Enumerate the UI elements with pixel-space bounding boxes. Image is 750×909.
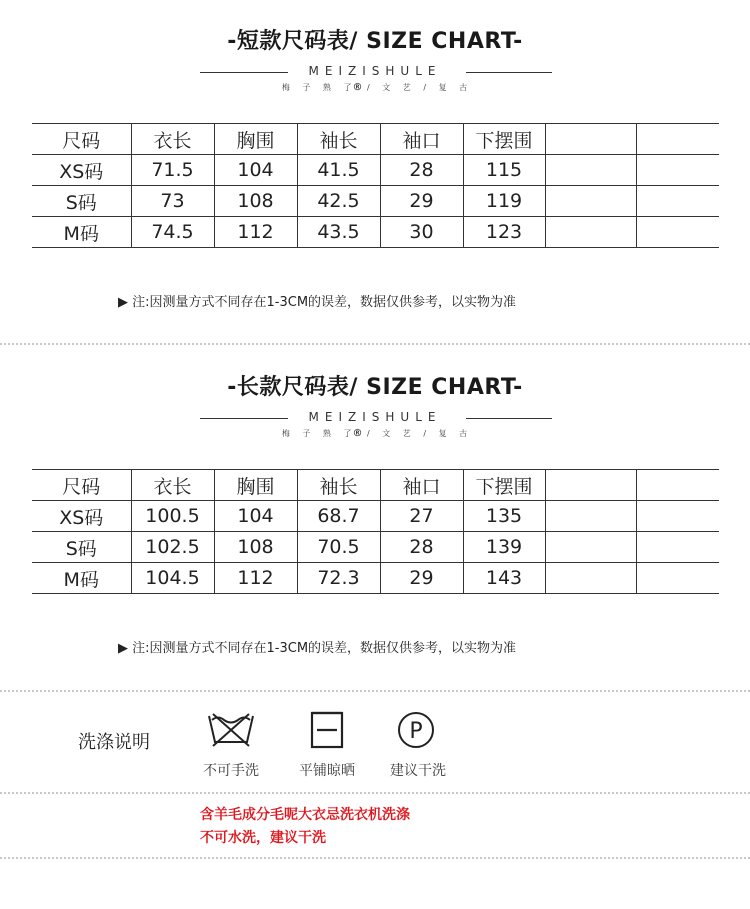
table-cell: 100.5 bbox=[131, 501, 214, 532]
dry-clean-icon bbox=[390, 710, 442, 754]
table-cell: 41.5 bbox=[297, 155, 380, 186]
table-cell: 104.5 bbox=[131, 563, 214, 594]
table-cell bbox=[545, 217, 636, 248]
table-header-cell: 胸围 bbox=[214, 470, 297, 501]
care-label-flat-dry: 平铺晾晒 bbox=[299, 763, 355, 779]
short-size-table bbox=[32, 123, 719, 248]
table-cell: S码 bbox=[32, 186, 131, 217]
table-cell: 119 bbox=[463, 186, 545, 217]
table-cell: 29 bbox=[380, 186, 463, 217]
table-row bbox=[32, 186, 719, 217]
flat-dry-shade-icon bbox=[301, 710, 353, 754]
table-cell: XS码 bbox=[32, 501, 131, 532]
table-header-cell: 袖长 bbox=[297, 124, 380, 155]
brand-sub-text: 梅 子 熟 了 bbox=[281, 429, 353, 438]
table-cell: 115 bbox=[463, 155, 545, 186]
table-header-cell: 衣长 bbox=[131, 470, 214, 501]
table-cell bbox=[636, 217, 719, 248]
table-cell: S码 bbox=[32, 532, 131, 563]
table-header-cell bbox=[545, 470, 636, 501]
table-cell: XS码 bbox=[32, 155, 131, 186]
table-cell: 74.5 bbox=[131, 217, 214, 248]
table-header-cell: 衣长 bbox=[131, 124, 214, 155]
brand-subline bbox=[0, 428, 750, 439]
table-cell bbox=[636, 186, 719, 217]
table-cell bbox=[545, 501, 636, 532]
svg-text:P: P bbox=[409, 719, 423, 744]
table-header-cell bbox=[636, 470, 719, 501]
table-cell: 71.5 bbox=[131, 155, 214, 186]
table-cell: 30 bbox=[380, 217, 463, 248]
table-row bbox=[32, 217, 719, 248]
table-cell: 102.5 bbox=[131, 532, 214, 563]
table-row bbox=[32, 501, 719, 532]
measurement-note: ▶ 注:因测量方式不同存在1-3CM的误差，数据仅供参考，以实物为准 bbox=[118, 641, 517, 656]
table-cell bbox=[545, 186, 636, 217]
measurement-note: ▶ 注:因测量方式不同存在1-3CM的误差，数据仅供参考，以实物为准 bbox=[118, 295, 517, 310]
long-chart-title: -长款尺码表/ SIZE CHART- bbox=[227, 375, 523, 400]
registered-mark: ® bbox=[352, 82, 364, 93]
table-cell: 27 bbox=[380, 501, 463, 532]
table-header-cell: 尺码 bbox=[32, 124, 131, 155]
dotted-divider bbox=[0, 857, 750, 859]
table-cell: 139 bbox=[463, 532, 545, 563]
brand-sub-tail: / 文 艺 / 复 古 bbox=[367, 429, 469, 438]
care-warning-line1: 含羊毛成分毛呢大衣忌洗衣机洗涤 bbox=[200, 807, 410, 823]
registered-mark: ® bbox=[352, 428, 364, 439]
table-header-cell: 袖长 bbox=[297, 470, 380, 501]
table-cell bbox=[636, 501, 719, 532]
care-warning-line2: 不可水洗，建议干洗 bbox=[200, 830, 326, 846]
care-label-dry-clean: 建议干洗 bbox=[390, 763, 446, 779]
table-cell bbox=[636, 532, 719, 563]
table-cell: 70.5 bbox=[297, 532, 380, 563]
care-label-no-hand-wash: 不可手洗 bbox=[203, 763, 259, 779]
table-cell bbox=[636, 155, 719, 186]
brand-wordmark: MEIZISHULE bbox=[308, 64, 442, 78]
table-cell: 73 bbox=[131, 186, 214, 217]
brand-subline bbox=[0, 82, 750, 93]
no-hand-wash-icon bbox=[205, 710, 257, 754]
table-cell: 43.5 bbox=[297, 217, 380, 248]
brand-sub-tail: / 文 艺 / 复 古 bbox=[367, 83, 469, 92]
dotted-divider bbox=[0, 792, 750, 794]
table-row bbox=[32, 532, 719, 563]
table-cell: 42.5 bbox=[297, 186, 380, 217]
wash-instructions-title: 洗涤说明 bbox=[78, 732, 150, 753]
table-header-cell bbox=[545, 124, 636, 155]
dotted-divider bbox=[0, 343, 750, 345]
table-cell: M码 bbox=[32, 217, 131, 248]
table-header-row bbox=[32, 470, 719, 501]
table-row bbox=[32, 155, 719, 186]
table-cell: 112 bbox=[214, 217, 297, 248]
brand-sub-text: 梅 子 熟 了 bbox=[281, 83, 353, 92]
table-header-row bbox=[32, 124, 719, 155]
table-header-cell: 袖口 bbox=[380, 470, 463, 501]
table-header-cell: 尺码 bbox=[32, 470, 131, 501]
table-header-cell: 袖口 bbox=[380, 124, 463, 155]
table-cell: 123 bbox=[463, 217, 545, 248]
table-cell: 135 bbox=[463, 501, 545, 532]
table-cell bbox=[636, 563, 719, 594]
table-cell: 108 bbox=[214, 186, 297, 217]
table-cell bbox=[545, 532, 636, 563]
dotted-divider bbox=[0, 690, 750, 692]
table-cell: 104 bbox=[214, 155, 297, 186]
table-cell: M码 bbox=[32, 563, 131, 594]
table-header-cell: 下摆围 bbox=[463, 470, 545, 501]
table-cell: 68.7 bbox=[297, 501, 380, 532]
table-row bbox=[32, 563, 719, 594]
table-cell: 28 bbox=[380, 532, 463, 563]
table-cell bbox=[545, 155, 636, 186]
table-header-cell: 胸围 bbox=[214, 124, 297, 155]
table-cell: 143 bbox=[463, 563, 545, 594]
table-cell: 72.3 bbox=[297, 563, 380, 594]
short-chart-title: -短款尺码表/ SIZE CHART- bbox=[227, 29, 523, 54]
brand-wordmark: MEIZISHULE bbox=[308, 410, 442, 424]
table-cell bbox=[545, 563, 636, 594]
table-cell: 112 bbox=[214, 563, 297, 594]
table-header-cell: 下摆围 bbox=[463, 124, 545, 155]
table-cell: 29 bbox=[380, 563, 463, 594]
long-size-table bbox=[32, 469, 719, 594]
table-cell: 104 bbox=[214, 501, 297, 532]
table-cell: 28 bbox=[380, 155, 463, 186]
table-cell: 108 bbox=[214, 532, 297, 563]
table-header-cell bbox=[636, 124, 719, 155]
